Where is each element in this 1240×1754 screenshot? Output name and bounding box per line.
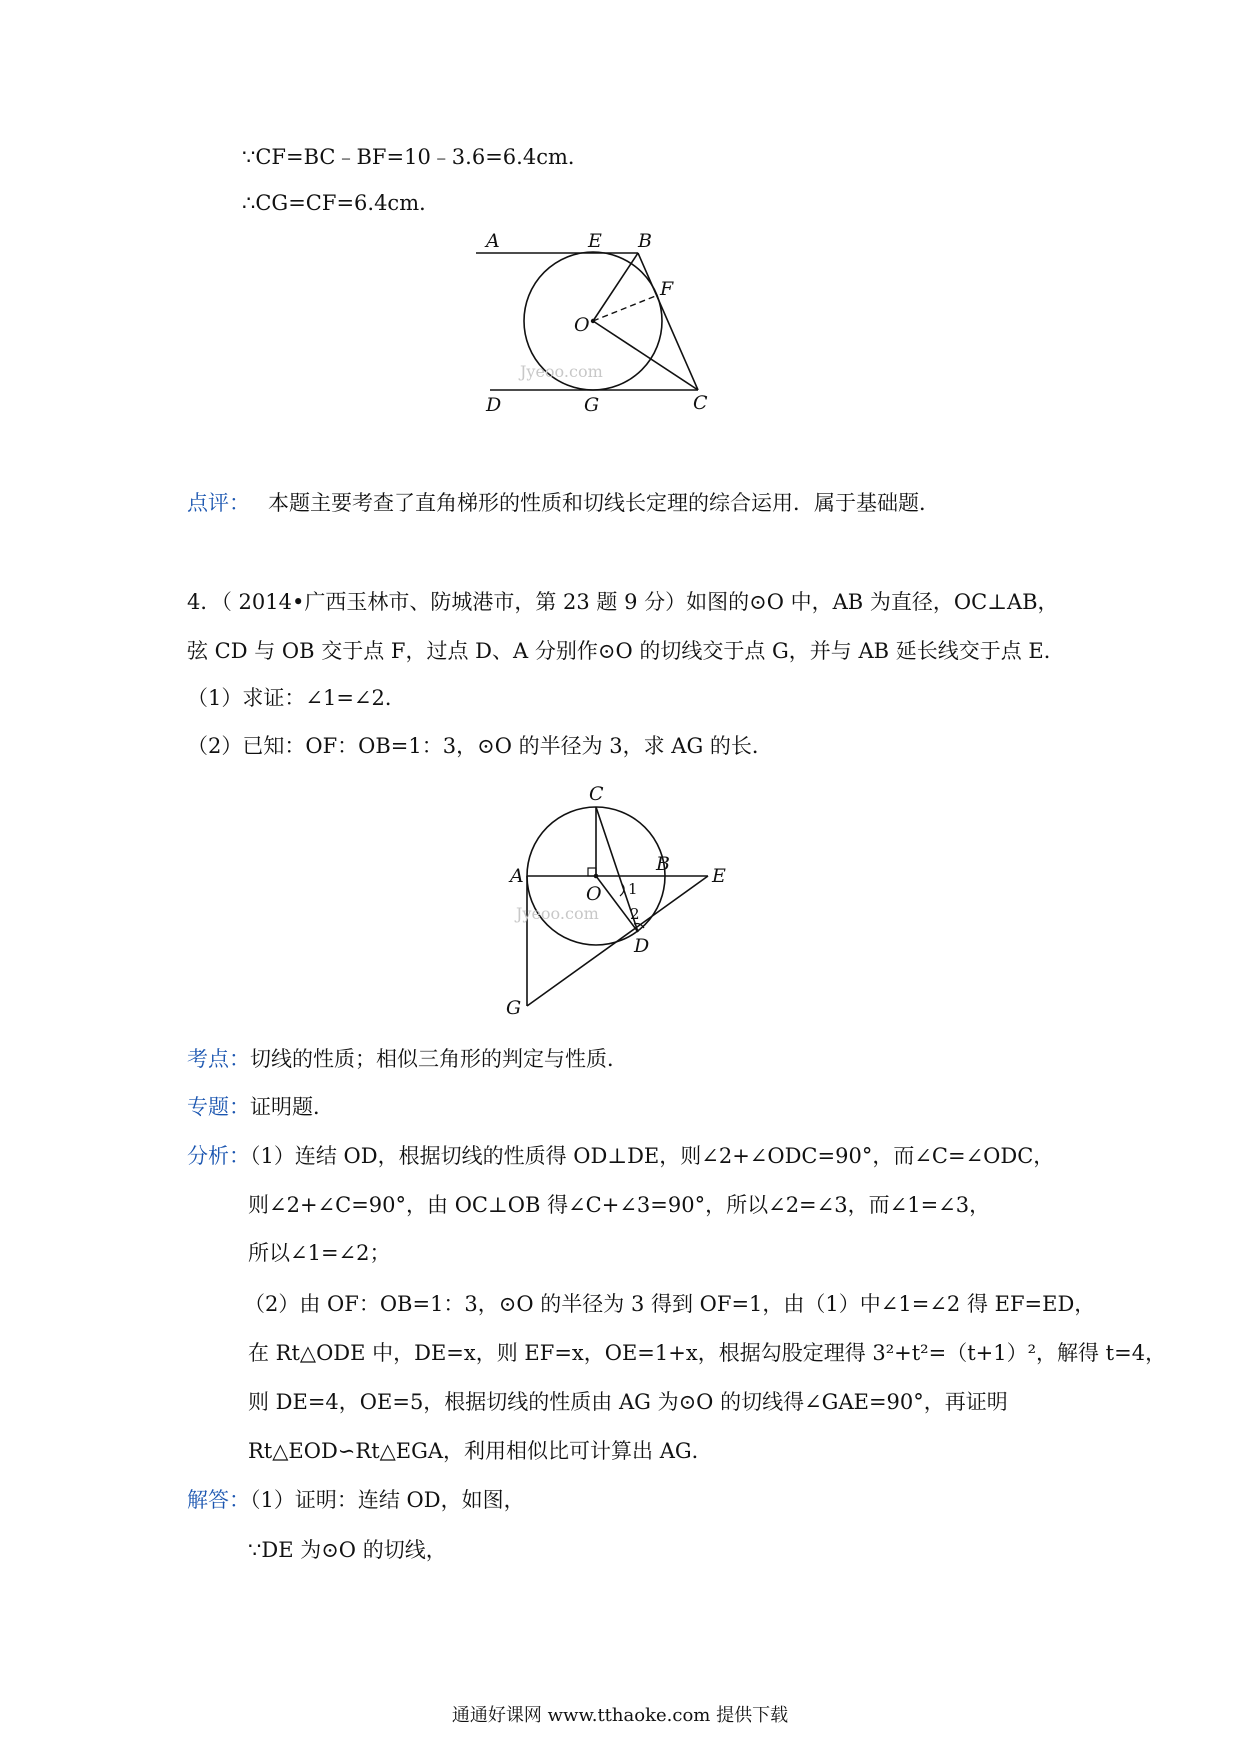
watermark: Jyeoo.com (520, 362, 603, 381)
jieda-line-1 (187, 1485, 525, 1515)
fenxi-line-3: 所以∠1=∠2； (248, 1241, 391, 1265)
comment-text: 本题主要考查了直角梯形的性质和切线长定理的综合运用．属于基础题． (268, 491, 940, 515)
fig1-label-c: C (693, 392, 708, 414)
fenxi-text-1: （1）连结 OD，根据切线的性质得 OD⊥DE，则∠2+∠ODC=90°，而∠C=∠ODC， (250, 1144, 1055, 1168)
fig2-label-angle-1: 1 (628, 880, 638, 898)
watermark: Jyeoo.com (516, 904, 599, 923)
fenxi-line-6: 则 DE=4，OE=5，根据切线的性质由 AG 为⊙O 的切线得∠GAE=90°，再证明 (248, 1390, 1008, 1414)
fig1-label-e: E (588, 230, 602, 252)
kaodian-text: 切线的性质；相似三角形的判定与性质． (250, 1047, 628, 1071)
figure-trapezoid-circle (470, 225, 730, 425)
fig1-label-g: G (584, 394, 600, 416)
fenxi-line-4: （2）由 OF：OB=1：3，⊙O 的半径为 3 得到 OF=1，由（1）中∠1=∠2 得 EF=ED， (244, 1292, 1096, 1316)
solution-line-cg: ∴CG=CF=6.4cm． (242, 191, 441, 215)
fig2-label-b: B (656, 853, 670, 875)
page-footer: 通通好课网 www.tthaoke.com 提供下载 (451, 1705, 789, 1726)
fig2-label-angle-2: 2 (630, 905, 640, 923)
fig2-label-e: E (712, 865, 726, 887)
fenxi-line-7: Rt△EOD∽Rt△EGA，利用相似比可计算出 AG． (248, 1439, 713, 1463)
fig1-label-o: O (574, 314, 590, 336)
jieda-label: 解答： (187, 1488, 250, 1512)
question-4-line-1: 4．（ 2014•广西玉林市、防城港市，第 23 题 9 分）如图的⊙O 中，AB 为直径，OC⊥AB， (187, 590, 1059, 614)
jieda-line-2: ∵DE 为⊙O 的切线， (248, 1538, 447, 1562)
zhuanti-label: 专题： (187, 1095, 250, 1119)
figure-circle-tangents (500, 770, 750, 1020)
fenxi-line-1 (187, 1141, 1054, 1171)
fig2-label-a: A (510, 865, 524, 887)
fig2-label-g: G (506, 997, 522, 1019)
question-4-line-2: 弦 CD 与 OB 交于点 F，过点 D、A 分别作⊙O 的切线交于点 G，并与 AB 延长线交于点 E． (187, 639, 1065, 663)
fig1-label-b: B (638, 230, 652, 252)
question-4-part-2: （2）已知：OF：OB=1：3，⊙O 的半径为 3，求 AG 的长． (187, 734, 773, 758)
jieda-text-1: （1）证明：连结 OD，如图， (250, 1488, 525, 1512)
comment-label: 点评： (187, 491, 250, 515)
kaodian-line (187, 1044, 628, 1074)
kaodian-label: 考点： (187, 1047, 250, 1071)
fenxi-label: 分析： (187, 1144, 250, 1168)
fenxi-line-2: 则∠2+∠C=90°，由 OC⊥OB 得∠C+∠3=90°，所以∠2=∠3，而∠1=∠3， (248, 1193, 991, 1217)
fig1-label-d: D (486, 394, 502, 416)
question-4-part-1: （1）求证：∠1=∠2． (187, 686, 406, 710)
zhuanti-text: 证明题． (250, 1095, 334, 1119)
zhuanti-line (187, 1092, 334, 1122)
comment-line (187, 488, 940, 518)
fig2-label-o: O (586, 883, 602, 905)
fenxi-line-5: 在 Rt△ODE 中，DE=x，则 EF=x，OE=1+x，根据勾股定理得 3²+t²=（t+1）²，解得 t=4， (248, 1341, 1167, 1365)
solution-line-cf: ∵CF=BC﹣BF=10﹣3.6=6.4cm． (242, 145, 589, 169)
fig1-label-a: A (486, 230, 500, 252)
fig2-label-c: C (589, 783, 604, 805)
fig2-label-d: D (634, 935, 650, 957)
fig1-label-f: F (660, 278, 674, 300)
